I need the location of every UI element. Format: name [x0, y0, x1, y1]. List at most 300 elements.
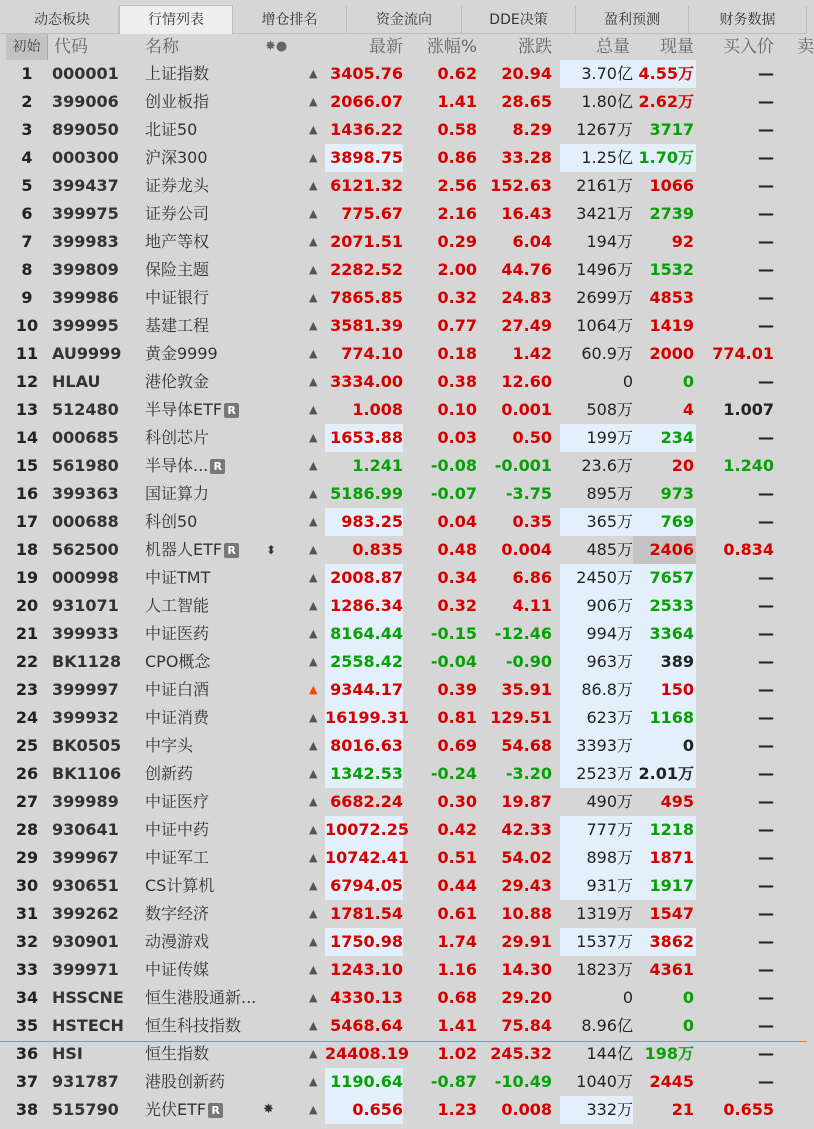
stock-name — [145, 704, 275, 732]
current-cell: 3364 — [633, 620, 696, 648]
stock-name — [145, 340, 275, 368]
stock-name — [145, 1068, 275, 1096]
stock-name-text: 北证50 — [145, 120, 198, 139]
table-row[interactable] — [0, 312, 807, 340]
stock-code: 561980 — [52, 456, 119, 475]
row-number: 5 — [21, 176, 33, 195]
bid-cell: 1.240 — [723, 456, 774, 475]
stock-name-text: 港股创新药 — [145, 1072, 226, 1091]
current-cell: 0 — [633, 732, 696, 760]
tab-3[interactable]: 资金流向 — [347, 6, 462, 34]
col-current[interactable]: 现量 — [660, 37, 694, 57]
price-cell: 1781.54 — [330, 904, 403, 923]
stock-name-text: 中证医疗 — [145, 792, 210, 811]
pct-cell: 1.02 — [437, 1044, 477, 1063]
bid-cell: — — [758, 148, 774, 167]
stock-code: 399983 — [52, 232, 119, 251]
bid-cell: — — [758, 428, 774, 447]
stock-name — [145, 732, 275, 760]
stock-name-text: CPO概念 — [145, 652, 211, 671]
volume-cell: 3393万 — [560, 732, 633, 760]
stock-name — [145, 536, 275, 564]
row-number: 32 — [15, 932, 39, 951]
change-cell: 6.86 — [512, 568, 552, 587]
bid-cell: — — [758, 904, 774, 923]
bell-icon[interactable]: ▲ — [309, 655, 318, 668]
bid-cell: — — [758, 988, 774, 1007]
table-row[interactable] — [0, 116, 807, 144]
pct-cell: 1.41 — [437, 92, 477, 111]
table-row[interactable] — [0, 396, 807, 424]
row-number: 10 — [15, 316, 39, 335]
stock-name-text: 中证白酒 — [145, 680, 210, 699]
table-row[interactable] — [0, 620, 807, 648]
bell-icon[interactable]: ▲ — [309, 515, 318, 528]
table-row[interactable] — [0, 144, 807, 172]
row-number: 8 — [21, 260, 33, 279]
stock-name — [145, 956, 275, 984]
col-pct[interactable]: 涨幅% — [426, 37, 477, 57]
table-row[interactable] — [0, 788, 807, 816]
change-cell: 0.001 — [501, 400, 552, 419]
table-row[interactable] — [0, 928, 807, 956]
current-cell: 198万 — [644, 1044, 694, 1063]
volume-cell: 199万 — [560, 424, 633, 452]
row-number: 36 — [15, 1044, 39, 1063]
volume-cell: 194万 — [586, 232, 633, 251]
table-row[interactable] — [0, 508, 807, 536]
bell-icon[interactable]: ▲ — [309, 683, 318, 696]
bell-icon[interactable]: ▲ — [309, 935, 318, 948]
pct-cell: 0.42 — [437, 820, 477, 839]
change-cell: 0.50 — [512, 428, 552, 447]
price-cell: 0.835 — [352, 540, 403, 559]
price-cell: 10742.41 — [325, 844, 403, 872]
tab-1[interactable]: 行情列表 — [119, 5, 233, 34]
volume-cell: 777万 — [560, 816, 633, 844]
price-cell: 2558.42 — [325, 648, 403, 676]
row-number: 38 — [15, 1100, 39, 1119]
price-cell: 1436.22 — [330, 120, 403, 139]
table-row[interactable] — [0, 256, 807, 284]
volume-cell: 2699万 — [576, 288, 633, 307]
bid-cell: — — [758, 848, 774, 867]
stock-name-text: 证券公司 — [145, 204, 210, 223]
stock-name-text: 动漫游戏 — [145, 932, 210, 951]
price-cell: 1190.64 — [325, 1068, 403, 1096]
stock-name — [145, 872, 275, 900]
stock-name-text: 科创50 — [145, 512, 198, 531]
table-row[interactable] — [0, 648, 807, 676]
table-row[interactable] — [0, 956, 807, 984]
bell-icon[interactable]: ▲ — [309, 879, 318, 892]
bell-icon[interactable]: ▲ — [309, 711, 318, 724]
current-cell: 2.01万 — [633, 760, 696, 788]
stock-code: 000688 — [52, 512, 119, 531]
table-row[interactable] — [0, 844, 807, 872]
volume-cell: 490万 — [586, 792, 633, 811]
bell-icon[interactable]: ▲ — [309, 263, 318, 276]
table-row[interactable] — [0, 592, 807, 620]
col-price[interactable]: 最新 — [369, 37, 403, 57]
table-row[interactable] — [0, 872, 807, 900]
bell-icon[interactable]: ▲ — [309, 599, 318, 612]
table-row[interactable] — [0, 1040, 807, 1068]
bid-cell: — — [758, 568, 774, 587]
current-cell: 4 — [682, 400, 694, 419]
table-row[interactable] — [0, 88, 807, 116]
tab-0[interactable]: 动态板块 — [6, 6, 119, 34]
bid-cell: 0.655 — [723, 1100, 774, 1119]
table-row[interactable] — [0, 172, 807, 200]
current-cell: 2.62万 — [638, 92, 694, 111]
volume-cell: 332万 — [560, 1096, 633, 1124]
row-number: 9 — [21, 288, 33, 307]
table-row[interactable] — [0, 984, 807, 1012]
stock-code: 399967 — [52, 848, 119, 867]
bell-icon[interactable]: ▲ — [309, 151, 318, 164]
table-row[interactable] — [0, 480, 807, 508]
volume-cell: 994万 — [560, 620, 633, 648]
bell-icon[interactable]: ▲ — [309, 207, 318, 220]
bid-cell: — — [758, 176, 774, 195]
bell-icon[interactable]: ▲ — [309, 431, 318, 444]
tab-4[interactable]: DDE决策 — [462, 6, 576, 34]
change-cell: -10.49 — [494, 1072, 552, 1091]
pct-cell: 0.39 — [437, 680, 477, 699]
table-row[interactable] — [0, 816, 807, 844]
table-row[interactable] — [0, 676, 807, 704]
bell-icon[interactable]: ▲ — [309, 739, 318, 752]
bell-icon[interactable]: ▲ — [309, 235, 318, 248]
current-cell: 7657 — [633, 564, 696, 592]
stock-name-text: 上证指数 — [145, 64, 210, 83]
row-number: 4 — [21, 148, 33, 167]
row-number: 21 — [15, 624, 39, 643]
margin-tag-icon: R — [210, 459, 225, 474]
price-cell: 0.656 — [325, 1096, 403, 1124]
stock-name — [145, 480, 275, 508]
bell-icon[interactable]: ▲ — [309, 95, 318, 108]
price-cell: 2008.87 — [325, 564, 403, 592]
stock-name — [145, 1012, 275, 1040]
current-cell: 1547 — [649, 904, 694, 923]
bid-cell: 774.01 — [712, 344, 774, 363]
tab-2[interactable]: 增仓排名 — [233, 6, 347, 34]
volume-cell: 0 — [622, 372, 633, 391]
change-cell: 20.94 — [501, 64, 552, 83]
stock-name-text: 半导体ETF — [145, 400, 223, 419]
change-cell: 19.87 — [501, 792, 552, 811]
change-cell: 129.51 — [490, 708, 552, 727]
row-number: 29 — [15, 848, 39, 867]
pct-cell: 0.32 — [437, 596, 477, 615]
reset-button[interactable]: 初始 — [6, 34, 48, 60]
bell-icon[interactable]: ▲ — [309, 67, 318, 80]
pct-cell: 0.04 — [437, 512, 477, 531]
row-number: 2 — [21, 92, 33, 111]
margin-tag-icon: R — [224, 543, 239, 558]
current-cell: 0 — [682, 372, 694, 391]
stock-code: 562500 — [52, 540, 119, 559]
col-bid[interactable]: 买入价 — [723, 37, 774, 57]
bell-icon[interactable]: ▲ — [309, 627, 318, 640]
bell-icon[interactable]: ▲ — [309, 823, 318, 836]
row-number: 30 — [15, 876, 39, 895]
table-row[interactable] — [0, 760, 807, 788]
bid-cell: — — [758, 260, 774, 279]
stock-name — [145, 984, 275, 1012]
change-cell: -12.46 — [494, 624, 552, 643]
pct-cell: 2.16 — [437, 204, 477, 223]
change-cell: 29.91 — [501, 932, 552, 951]
bell-icon[interactable]: ▲ — [309, 1103, 318, 1116]
pct-cell: -0.07 — [430, 484, 477, 503]
change-cell: 54.68 — [501, 736, 552, 755]
stock-code: 930901 — [52, 932, 119, 951]
volume-cell: 2450万 — [560, 564, 633, 592]
stock-name-text: 中证消费 — [145, 708, 210, 727]
bell-icon[interactable]: ▲ — [309, 907, 318, 920]
price-cell: 24408.19 — [325, 1044, 410, 1063]
table-row[interactable] — [0, 732, 807, 760]
stock-name — [145, 648, 275, 676]
stock-code: BK1106 — [52, 764, 122, 783]
table-row[interactable] — [0, 564, 807, 592]
bell-icon[interactable]: ▲ — [309, 1075, 318, 1088]
stock-name — [145, 228, 275, 256]
current-cell: 1871 — [633, 844, 696, 872]
change-cell: 245.32 — [490, 1044, 552, 1063]
volume-cell: 3421万 — [576, 204, 633, 223]
row-number: 26 — [15, 764, 39, 783]
col-code[interactable]: 代码 — [54, 37, 88, 57]
pct-cell: 0.81 — [437, 708, 477, 727]
bell-icon[interactable]: ▲ — [309, 963, 318, 976]
row-number: 24 — [15, 708, 39, 727]
price-cell: 775.67 — [341, 204, 403, 223]
pct-cell: 0.77 — [437, 316, 477, 335]
volume-cell: 931万 — [560, 872, 633, 900]
stock-code: BK0505 — [52, 736, 122, 755]
bell-icon[interactable]: ▲ — [309, 1047, 318, 1060]
price-cell: 6682.24 — [330, 792, 403, 811]
stock-code: 399932 — [52, 708, 119, 727]
bid-cell: — — [758, 596, 774, 615]
stock-name-text: 恒生科技指数 — [145, 1016, 242, 1035]
stock-name-text: 人工智能 — [145, 596, 210, 615]
stock-code: AU9999 — [52, 344, 122, 363]
table-row[interactable] — [0, 200, 807, 228]
volume-cell: 508万 — [586, 400, 633, 419]
bell-icon[interactable]: ▲ — [309, 179, 318, 192]
bid-cell: 1.007 — [723, 400, 774, 419]
price-cell: 1653.88 — [325, 424, 403, 452]
stock-name — [145, 116, 275, 144]
pct-cell: 0.68 — [437, 988, 477, 1007]
bid-cell: — — [758, 764, 774, 783]
pct-cell: 0.38 — [437, 372, 477, 391]
bell-icon[interactable]: ▲ — [309, 1019, 318, 1032]
price-cell: 1286.34 — [325, 592, 403, 620]
pct-cell: 2.00 — [437, 260, 477, 279]
volume-cell: 1.80亿 — [581, 92, 633, 111]
current-cell: 234 — [633, 424, 696, 452]
price-cell: 983.25 — [325, 508, 403, 536]
pct-cell: 2.56 — [437, 176, 477, 195]
table-row[interactable] — [0, 340, 807, 368]
stock-name — [145, 844, 275, 872]
table-row[interactable] — [0, 900, 807, 928]
bid-cell: — — [758, 680, 774, 699]
volume-cell: 898万 — [560, 844, 633, 872]
price-cell: 8164.44 — [325, 620, 403, 648]
bell-icon[interactable]: ▲ — [309, 487, 318, 500]
volume-cell: 365万 — [560, 508, 633, 536]
table-row[interactable] — [0, 424, 807, 452]
sun-icon: ✸ — [263, 1102, 274, 1117]
stock-name — [145, 1040, 275, 1068]
stock-code: HSTECH — [52, 1016, 124, 1035]
bell-icon[interactable]: ▲ — [309, 123, 318, 136]
volume-cell: 3.70亿 — [560, 60, 633, 88]
change-cell: 10.88 — [501, 904, 552, 923]
stock-name-text: 中字头 — [145, 736, 194, 755]
stock-name-text: 沪深300 — [145, 148, 208, 167]
current-cell: 2000 — [649, 344, 694, 363]
tab-6[interactable]: 财务数据 — [689, 6, 807, 34]
stock-name-text: 地产等权 — [145, 232, 210, 251]
stock-name — [145, 676, 275, 704]
stock-name — [145, 88, 275, 116]
bell-icon[interactable]: ▲ — [309, 319, 318, 332]
stock-code: 399975 — [52, 204, 119, 223]
bell-icon[interactable]: ▲ — [309, 851, 318, 864]
bell-icon[interactable]: ▲ — [309, 991, 318, 1004]
bell-icon[interactable]: ▲ — [309, 291, 318, 304]
change-cell: 44.76 — [501, 260, 552, 279]
stock-name-text: 港伦敦金 — [145, 372, 210, 391]
change-cell: 29.43 — [501, 876, 552, 895]
stock-name — [145, 760, 275, 788]
pct-cell: 0.44 — [437, 876, 477, 895]
current-cell: 0 — [682, 988, 694, 1007]
pct-cell: 1.16 — [437, 960, 477, 979]
stock-name — [145, 620, 275, 648]
pct-cell: -0.04 — [430, 652, 477, 671]
stock-code: 512480 — [52, 400, 119, 419]
bell-icon[interactable]: ▲ — [309, 375, 318, 388]
bid-cell: — — [758, 736, 774, 755]
pct-cell: 0.51 — [437, 848, 477, 867]
row-number: 19 — [15, 568, 39, 587]
stock-name-text: 证券龙头 — [145, 176, 210, 195]
bell-icon[interactable]: ▲ — [309, 543, 318, 556]
bell-icon[interactable]: ▲ — [309, 347, 318, 360]
price-cell: 1750.98 — [325, 928, 403, 956]
current-cell: 1218 — [633, 816, 696, 844]
stock-code: 000300 — [52, 148, 119, 167]
stock-name-text: 科创芯片 — [145, 428, 210, 447]
stock-code: 399262 — [52, 904, 119, 923]
col-ask[interactable]: 卖 — [797, 37, 814, 57]
table-row[interactable] — [0, 1096, 807, 1124]
stock-code: 931787 — [52, 1072, 119, 1091]
row-number: 14 — [15, 428, 39, 447]
volume-cell: 23.6万 — [581, 456, 633, 475]
table-row[interactable] — [0, 284, 807, 312]
row-number: 16 — [15, 484, 39, 503]
stock-name-text: 中证银行 — [145, 288, 210, 307]
table-row[interactable] — [0, 704, 807, 732]
bell-icon[interactable]: ▲ — [309, 795, 318, 808]
price-cell: 4330.13 — [330, 988, 403, 1007]
row-number: 6 — [21, 204, 33, 223]
col-change[interactable]: 涨跌 — [518, 37, 552, 57]
table-row[interactable] — [0, 1068, 807, 1096]
col-icons[interactable]: ✸● — [265, 39, 288, 54]
pct-cell: 0.10 — [437, 400, 477, 419]
col-volume[interactable]: 总量 — [596, 37, 630, 57]
bell-icon[interactable]: ▲ — [309, 767, 318, 780]
stock-name — [145, 788, 275, 816]
bid-cell: — — [758, 232, 774, 251]
pct-cell: 0.48 — [437, 540, 477, 559]
bid-cell: — — [758, 624, 774, 643]
pct-cell: 0.61 — [437, 904, 477, 923]
stock-code: 515790 — [52, 1100, 119, 1119]
stock-name — [145, 312, 275, 340]
pct-cell: 0.58 — [437, 120, 477, 139]
current-cell: 2406 — [633, 536, 696, 564]
change-cell: 75.84 — [501, 1016, 552, 1035]
table-row[interactable] — [0, 60, 807, 88]
table-row[interactable] — [0, 536, 807, 564]
table-row[interactable] — [0, 452, 807, 480]
bell-icon[interactable]: ▲ — [309, 459, 318, 472]
stock-name — [145, 592, 275, 620]
table-row[interactable] — [0, 368, 807, 396]
stock-name — [145, 284, 275, 312]
stock-code: 399809 — [52, 260, 119, 279]
volume-cell: 1064万 — [576, 316, 633, 335]
table-row[interactable] — [0, 228, 807, 256]
column-header — [0, 34, 814, 60]
stock-code: BK1128 — [52, 652, 122, 671]
change-cell: 0.008 — [501, 1100, 552, 1119]
tab-5[interactable]: 盈利预测 — [576, 6, 689, 34]
change-cell: 1.42 — [512, 344, 552, 363]
pct-cell: 0.69 — [437, 736, 477, 755]
pct-cell: -0.87 — [430, 1072, 477, 1091]
price-cell: 9344.17 — [325, 676, 403, 704]
price-cell: 5186.99 — [330, 484, 403, 503]
volume-cell: 1537万 — [560, 928, 633, 956]
row-number: 31 — [15, 904, 39, 923]
volume-cell: 1496万 — [576, 260, 633, 279]
col-name[interactable]: 名称 — [145, 37, 179, 57]
bell-icon[interactable]: ▲ — [309, 571, 318, 584]
current-cell: 1917 — [633, 872, 696, 900]
bell-icon[interactable]: ▲ — [309, 403, 318, 416]
change-cell: 54.02 — [501, 848, 552, 867]
bid-cell: — — [758, 484, 774, 503]
stock-name — [145, 60, 275, 88]
table-row[interactable] — [0, 1012, 807, 1040]
row-number: 18 — [15, 540, 39, 559]
volume-cell: 1823万 — [576, 960, 633, 979]
row-number: 33 — [15, 960, 39, 979]
